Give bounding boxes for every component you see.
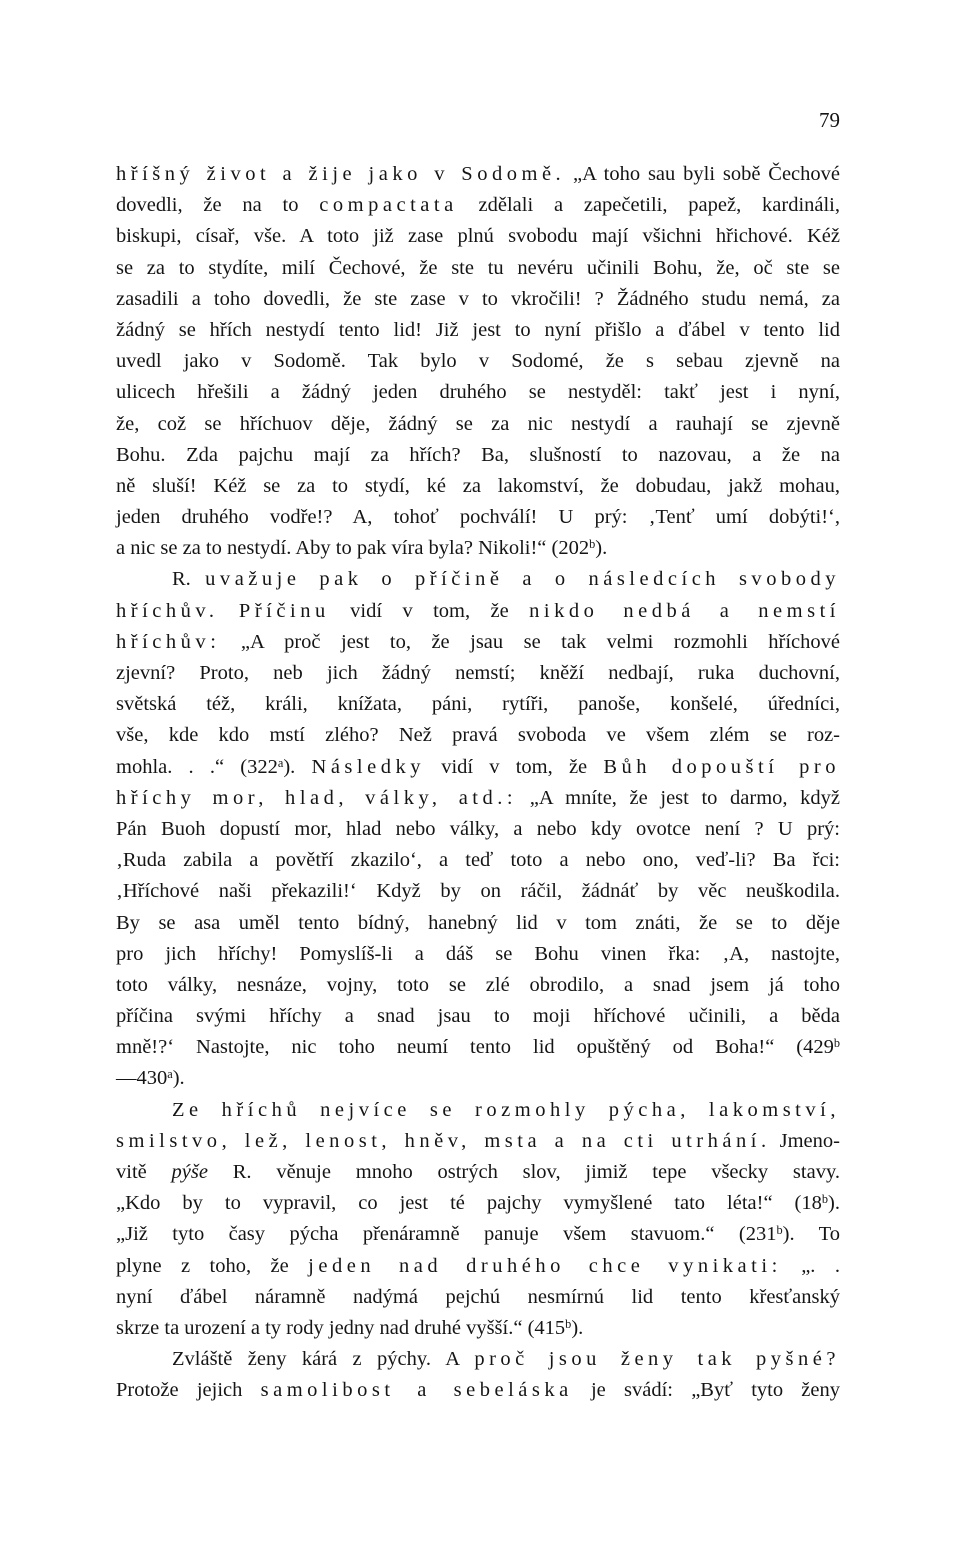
spaced-emphasis: Následky [311, 755, 426, 778]
spaced-emphasis: jeden nad druhého chce vynikati: [308, 1254, 782, 1277]
text-segment: ‚Ruda zabila a povětří zkazilo‘, a teď toto a nebo ono, veď-li? Ba řci: [116, 849, 840, 872]
text-segment: mně!?‘ Nastojte, nic toho neumí tento lid opuštěný od Boha!“ (429 [116, 1036, 834, 1059]
text-segment: ně sluší! Kéž se za to stydí, ké za lakomství, že dobudau, jakž mohau, [116, 474, 840, 497]
text-segment: plyne z toho, že [116, 1254, 309, 1277]
text-segment: a nic se za to nestydí. Aby to pak víra byla? Nikoli!“ (202 [116, 537, 590, 560]
text-line [116, 814, 840, 845]
text-segment: nyní ďábel náramně nadýmá pejchú nesmírnú lid tento křesťanský [116, 1285, 840, 1308]
superscript: b [833, 1036, 840, 1051]
text-segment: „A toho sau byli sobě Čechové [565, 163, 840, 185]
text-line [116, 253, 840, 284]
superscript: a [277, 755, 284, 770]
italic-text: pýše [171, 1161, 208, 1183]
text-segment: příčina svými hříchy a snad jsau to moji hříchové učinili, a běda [116, 1005, 840, 1028]
text-line [116, 284, 840, 315]
text-segment: ). [828, 1192, 840, 1215]
text-line [116, 1095, 840, 1126]
text-segment: pro jich hříchy! Pomyslíš-li a dáš se Bohu vinen řka: ‚A, nastojte, [116, 942, 840, 965]
text-segment: zasadili a toho dovedli, že ste zase v to vkročili! ? Žádného studu nemá, za [116, 287, 840, 310]
text-segment: „A proč jest to, že jsau se tak velmi rozmohli hříchové [220, 630, 840, 653]
spaced-emphasis: Bůh dopouští pro [603, 755, 841, 778]
text-line [116, 1219, 840, 1250]
superscript: b [589, 537, 596, 552]
text-segment: se za to stydíte, milí Čechové, že ste tu nevéru učinili Bohu, že, oč ste se [116, 256, 840, 279]
text-line [116, 1251, 840, 1282]
text-segment: R. věnuje mnoho ostrých slov, jimiž tepe všecky stavy. [207, 1161, 840, 1183]
page-number: 79 [819, 108, 840, 132]
text-line [116, 939, 840, 970]
text-line [116, 1126, 840, 1157]
text-line [116, 783, 840, 814]
spaced-emphasis: samolibost a sebeláska [260, 1379, 573, 1402]
text-segment: R. [172, 568, 206, 591]
text-line [116, 1313, 840, 1344]
spaced-emphasis: Příčinu [238, 599, 330, 622]
text-line [116, 564, 840, 595]
spaced-emphasis: uvažuje pak o příčině a o následcích svobody [205, 568, 840, 591]
text-line [116, 346, 840, 377]
text-segment: ). [283, 755, 312, 778]
text-segment: Protože jejich [116, 1379, 261, 1402]
text-line [116, 377, 840, 408]
text-line [116, 1375, 840, 1406]
text-segment: ‚Hříchové naši překazili!‘ Když by on ráčil, žádnáť by věc neuškodila. [116, 880, 840, 903]
text-segment: biskupi, císař, vše. A toto již zase plnú svobodu mají všichni hřichové. Kéž [116, 225, 840, 248]
text-line [116, 1344, 840, 1375]
text-line [116, 221, 840, 252]
text-segment: —430 [116, 1067, 168, 1090]
text-line [116, 1001, 840, 1032]
text-line [116, 409, 840, 440]
text-line [116, 190, 840, 221]
text-segment: žádný se hřích nestydí tento lid! Již jest to nyní přišlo a ďábel v tento lid [116, 318, 840, 341]
text-segment: vidí v tom, že [425, 755, 604, 778]
text-line [116, 752, 840, 783]
text-segment: vidí v tom, že [329, 599, 530, 622]
text-segment: Jmeno- [770, 1129, 840, 1152]
text-segment: ). [595, 537, 608, 560]
superscript: b [821, 1192, 829, 1207]
text-line [116, 1282, 840, 1313]
text-line [116, 159, 840, 190]
text-segment: Zvláště ženy kárá z pýchy. A [172, 1348, 475, 1371]
text-line [116, 533, 840, 564]
text-line [116, 845, 840, 876]
text-line [116, 596, 840, 627]
text-segment: světská též, králi, knížata, páni, rytíři, panoše, konšelé, úředníci, [116, 693, 840, 716]
text-segment: Bohu. Zda pajchu mají za hřích? Ba, slušností to nazovau, a že na [116, 443, 840, 466]
text-segment: „. . [781, 1254, 840, 1277]
text-line [116, 502, 840, 533]
text-segment: toto války, nesnáze, vojny, toto se zlé obrodilo, a snad jsem já toho [116, 973, 840, 996]
text-segment: vše, kde kdo mstí zlého? Než pravá svoboda ve všem zlém se roz- [116, 724, 840, 747]
spaced-emphasis: proč jsou ženy tak pyšné? [474, 1348, 840, 1371]
spaced-emphasis: hříšný život a žije jako v Sodomě. [116, 163, 566, 185]
text-segment: ulicech hřešili a žádný jeden druhého se nestyděl: takť jest i nyní, [116, 381, 840, 404]
text-segment: vitě [116, 1161, 172, 1183]
spaced-emphasis: smilstvo, lež, lenost, hněv, msta a na cti utrhání. [116, 1129, 771, 1152]
text-line [116, 1032, 840, 1063]
body-text [116, 159, 840, 1407]
text-segment: dovedli, že na to [116, 194, 320, 217]
text-line [116, 908, 840, 939]
text-line [116, 658, 840, 689]
text-segment: mohla. . .“ (322 [116, 755, 278, 778]
text-segment: „Již tyto časy pýcha přenáramně panuje všem stavuom.“ (231 [116, 1223, 777, 1246]
text-segment: Pán Buoh dopustí mor, hlad nebo války, a nebo kdy ovotce není ? U prý: [116, 817, 840, 840]
text-segment: je svádí: „Byť tyto ženy [572, 1379, 841, 1402]
text-line [116, 876, 840, 907]
text-segment: zdělali a zapečetili, papež, kardináli, [457, 194, 841, 217]
spaced-emphasis: hříchův: [116, 630, 221, 653]
text-segment: že, což se hříchuov děje, žádný se za nic nestydí a rauhají se zjevně [116, 412, 840, 435]
text-line [116, 440, 840, 471]
text-segment: ). To [782, 1223, 840, 1246]
text-line [116, 720, 840, 751]
text-segment: „Kdo by to vypravil, co jest té pajchy vymyšlené tato léta!“ (18 [116, 1192, 822, 1215]
text-segment: ). [172, 1067, 185, 1090]
text-segment [219, 600, 239, 622]
text-segment: uvedl jako v Sodomě. Tak bylo v Sodomé, že s sebau zjevně na [116, 350, 840, 373]
text-line [116, 627, 840, 658]
text-line [116, 1063, 840, 1094]
spaced-emphasis: hříchy mor, hlad, války, atd.: [116, 786, 518, 809]
text-segment: By se asa uměl tento bídný, hanebný lid v tom znáti, že se to děje [116, 911, 840, 934]
text-line [116, 689, 840, 720]
text-segment: skrze ta urození a ty rody jedny nad druhé vyšší.“ (415 [116, 1316, 566, 1339]
text-segment: jeden druhého vodře!? A, tohoť pochválí! U prý: ‚Tenť umí dobýti!‘, [116, 506, 840, 529]
text-line [116, 970, 840, 1001]
text-line [116, 471, 840, 502]
text-line [116, 1188, 840, 1219]
superscript: b [776, 1223, 783, 1238]
text-line [116, 1157, 840, 1188]
text-line [116, 315, 840, 346]
text-segment: ). [571, 1316, 584, 1339]
text-segment: zjevní? Proto, neb jich žádný nemstí; kněží nedbají, ruka duchovní, [116, 662, 840, 684]
spaced-emphasis: compactata [319, 194, 458, 217]
superscript: a [167, 1067, 173, 1082]
spaced-emphasis: Ze hříchů nejvíce se rozmohly pýcha, lakomství, [172, 1098, 840, 1121]
spaced-emphasis: nikdo nedbá a nemstí [529, 599, 841, 622]
text-segment: „A mníte, že jest to darmo, když [517, 786, 840, 809]
spaced-emphasis: hříchův. [116, 599, 219, 622]
superscript: b [565, 1316, 572, 1331]
